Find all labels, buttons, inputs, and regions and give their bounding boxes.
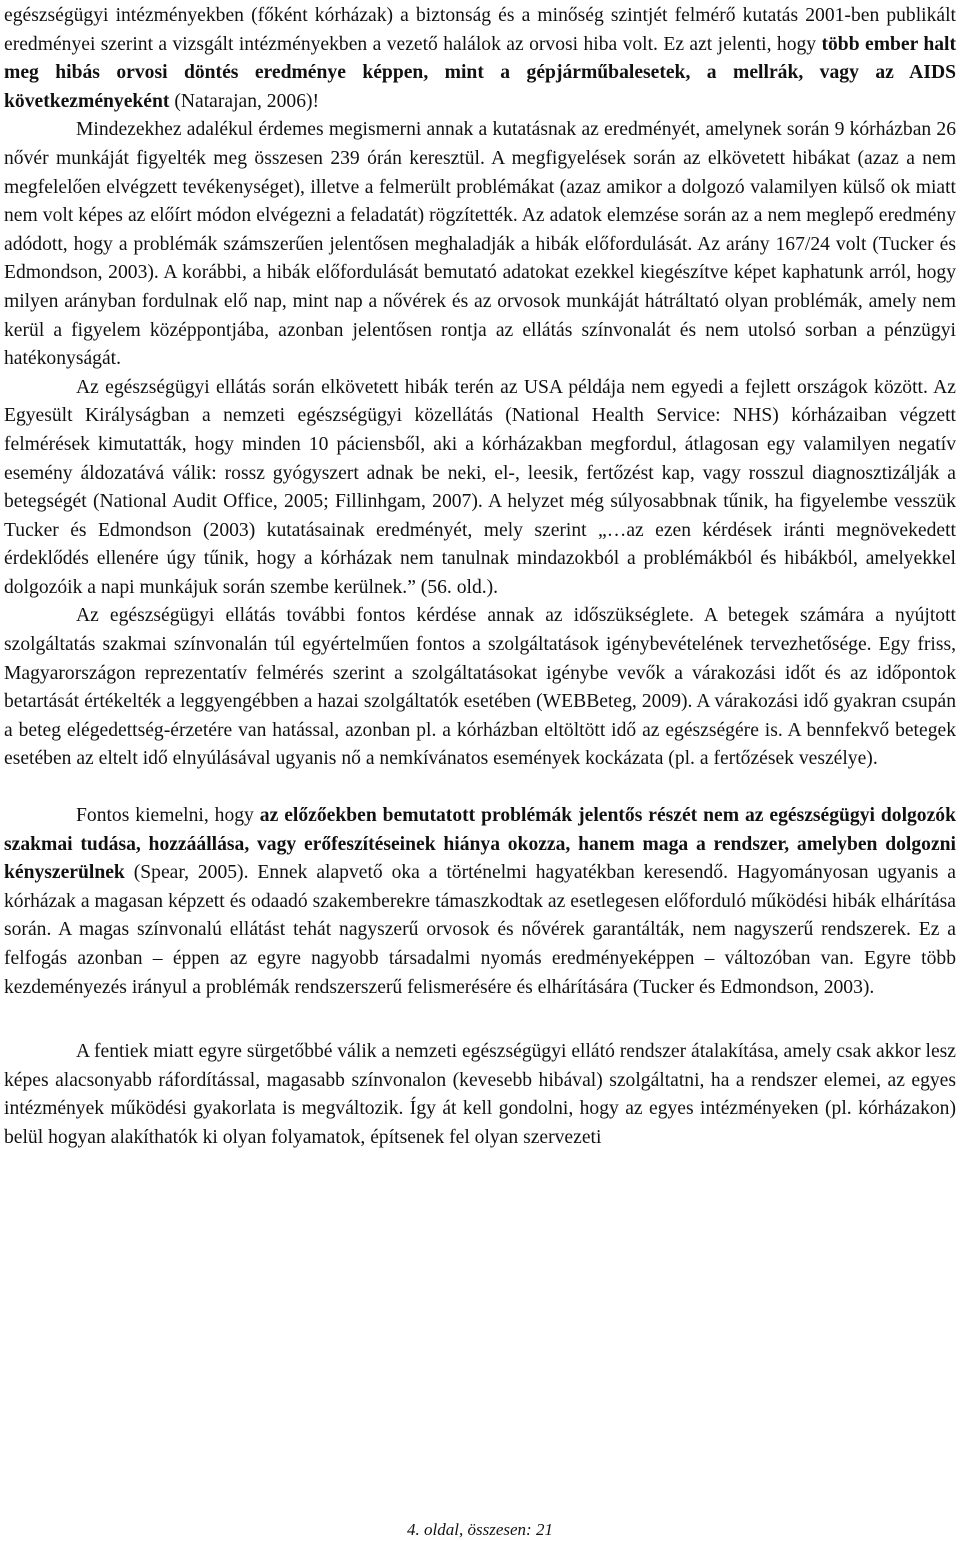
page-number-label: 4. oldal, összesen: 21 xyxy=(407,1520,553,1539)
bold-emphasis: az előzőekben bemutatott problémák jelentős részét nem az egészségügyi dolgozók szakmai tudása, hozzáállása, vagy erőfeszítéseinek hiánya okozza, hanem maga a rendszer, amelyben dolgozni kényszerülnek xyxy=(4,805,956,884)
paragraph-nurse-study-intro xyxy=(4,2,956,116)
paragraph-text: Az egészségügyi ellátás során elkövetett hibák terén az USA példája nem egyedi a fejlett országok között. Az Egyesült Királyságban a nemzeti egészségügyi közellátás (National Health Service: NHS) kórházaiban végzett felmérések kimutatták, hogy minden 10 páciensből, aki a kórházakban megfordul, átlagosan egy valamilyen negatív esemény áldozatává válik: rossz gyógyszert adnak be neki, el-, leesik, fertőzést kap, vagy rosszul diagnosztizálják a betegségét (National Audit Office, 2005; Fillinhgam, 2007). A helyzet még súlyosabbnak tűnik, ha figyelembe vesszük Tucker és Edmondson (2003) kutatásainak eredményét, mely szerint „…az ezen kérdések iránti megnövekedett érdeklődés ellenére úgy tűnik, hogy a kórházak nem tanulnak mindazokból a problémákból és hibákból, amelyekkel dolgozóik a napi munkájuk során szembe kerülnek.” (56. old.). xyxy=(4,376,956,598)
paragraph-text: (Natarajan, 2006)! xyxy=(169,90,320,112)
paragraph-text: Fontos kiemelni, hogy xyxy=(76,805,260,827)
page-footer xyxy=(0,1520,960,1540)
paragraph-system-problems xyxy=(4,802,956,1002)
paragraph-text: (Spear, 2005). Ennek alapvető oka a történelmi hagyatékban keresendő. Hagyományosan ugyanis a kórházak a magasan képzett és odaadó szakemberekre támaszkodtak az esetlegesen előforduló működési hibák elhárítása során. A magas színvonalú ellátást tehát nagyszerű orvosok és nővérek garantálták, nem nagyszerű rendszerek. Ez a felfogás azonban – éppen az egyre nagyobb társadalmi nyomás eredményeképpen – változóban van. Egyre több kezdeményezés irányul a problémák rendszerszerű felismerésére és elhárítására (Tucker és Edmondson, 2003). xyxy=(4,862,956,998)
document-page xyxy=(4,2,956,1153)
paragraph-reform xyxy=(4,1038,956,1152)
bold-emphasis: több ember halt meg hibás orvosi döntés eredménye képpen, mint a gépjárműbalesetek, a mellrák, vagy az AIDS következményeként xyxy=(4,33,957,112)
paragraph-text: egészségügyi intézményekben (főként kórházak) a biztonság és a minőség szintjét felmérő kutatás 2001-ben publikált eredményei szerint a vizsgált intézményekben a vezető halálok az orvosi hiba volt. Ez azt jelenti, hogy xyxy=(4,5,956,55)
paragraph-waiting-time xyxy=(4,602,956,774)
paragraph-text: Az egészségügyi ellátás további fontos kérdése annak az időszükséglete. A betegek számára a nyújtott szolgáltatás szakmai színvonalán túl egyértelműen fontos a szolgáltatások igénybevételének tervezhetősége. Egy friss, Magyarországon reprezentatív felmérés szerint a szolgáltatásokat igénybe vevők a várakozási időt és az időpontok betartását értékelték a leggyengébben a hazai szolgáltatók esetében (WEBBeteg, 2009). A várakozási idő gyakran csupán a beteg elégedettség-érzetére van hatással, azonban pl. a kórházban eltöltött idő az egészségére is. A bennfekvő betegek esetében az eltelt idő elnyúlásával ugyanis nő a nemkívánatos események kockázata (pl. a fertőzések veszélye). xyxy=(4,605,956,770)
paragraph-nurse-observation xyxy=(4,116,956,373)
paragraph-text: Mindezekhez adalékul érdemes megismerni annak a kutatásnak az eredményét, amelynek során 9 kórházban 26 nővér munkáját figyelték meg összesen 239 órán keresztül. A megfigyelések során az elkövetett hibákat (azaz a nem megfelelően elvégzett tevékenységet), illetve a felmerült problémákat (azaz amikor a dolgozó valamilyen külső ok miatt nem volt képes az előírt módon elvégezni a feladatát) rögzítették. Az adatok elemzése során az a nem meglepő eredmény adódott, hogy a problémák számszerűen jelentősen meghaladják a hibák előfordulását. Az arány 167/24 volt (Tucker és Edmondson, 2003). A korábbi, a hibák előfordulását bemutató adatokat ezekkel kiegészítve képet kaphatunk arról, hogy milyen arányban fordulnak elő nap, mint nap a nővérek és az orvosok munkáját hátráltató olyan problémák, amely nem kerül a figyelem középpontjába, azonban jelentősen rontja az ellátás színvonalát és nem utolsó sorban a pénzügyi hatékonyságát. xyxy=(4,119,956,370)
paragraph-text: A fentiek miatt egyre sürgetőbbé válik a nemzeti egészségügyi ellátó rendszer átalakítása, amely csak akkor lesz képes alacsonyabb ráfordítással, magasabb színvonalon (kevesebb hibával) szolgáltatni, ha a rendszer elemei, az egyes intézmények működési gyakorlata is megváltozik. Így át kell gondolni, hogy az egyes intézményeken (pl. kórházakon) belül hogyan alakíthatók ki olyan folyamatok, építsenek fel olyan szervezeti xyxy=(4,1041,956,1148)
paragraph-uk-nhs xyxy=(4,374,956,603)
